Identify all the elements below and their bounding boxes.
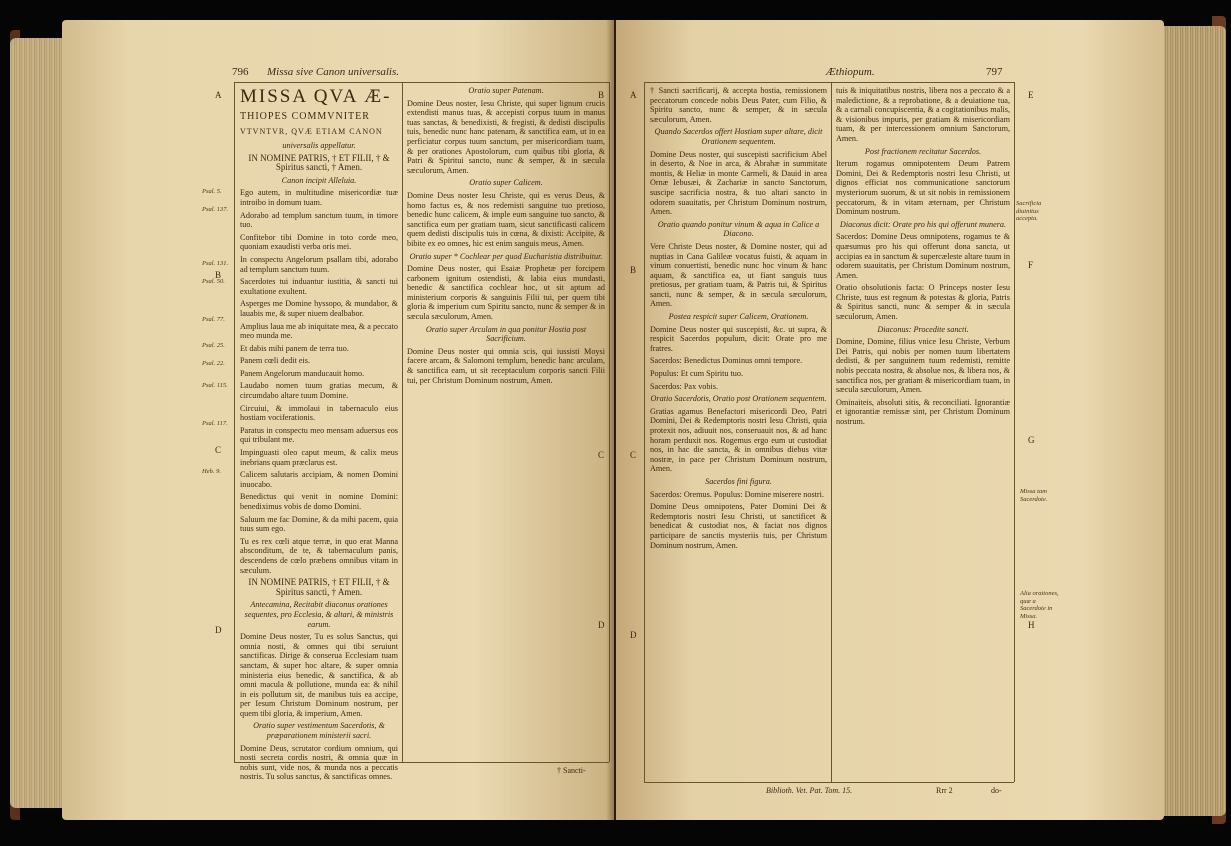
text-paragraph: Ominaiteis, absoluti sitis, & reconciliati. Ignorantiæ et ignorantiæ remissæ sint, per Christum Dominum nostrum.: [836, 397, 1010, 426]
right-outer-letter-g: G: [1028, 435, 1035, 445]
right-top-rule: [644, 82, 1014, 83]
left-column-1: [240, 86, 398, 782]
missa-title-line1: MISSA QVA Æ-: [240, 86, 392, 107]
left-margin-note: Psal. 5.: [202, 188, 222, 195]
text-paragraph: Paratus in conspectu meo mensam aduersus eos qui tribulant me.: [240, 425, 398, 445]
subheading: Oratio super vestimentum Sacerdotis, & præparationem ministerii sacri.: [253, 721, 385, 741]
left-bottom-rule: [234, 762, 609, 763]
text-paragraph: Domine Deus noster qui omnia scis, qui iussisti Moysi facere arcam, & Salomoni templum, benedic hanc arculam, & sanctifica eam, ut sit receptaculum corporis sancti Filii tui, per Christum Dominum nostrum, Amen.: [407, 346, 605, 385]
subheading: Post fractionem recitatur Sacerdos.: [864, 146, 982, 156]
text-paragraph: Ego autem, in multitudine misericordiæ tuæ introibo in domum tuam.: [240, 188, 398, 207]
subheading: Oratio super Patenam.: [468, 86, 544, 95]
subheading: Canon incipit Alleluia.: [281, 175, 357, 185]
text-paragraph: Domine Deus noster, qui Esaiæ Prophetæ per forcipem carbonem ignitum ostendisti, & labia eius mundasti, benedic & sanctifica cochlear hoc, ut sit aptum ad ministerium corporis & sanguinis Filii tui, per quem tibi gloria & imperium cum Spiritu sancto, nunc & semper & in sæcula sæculorum, Amen.: [407, 264, 605, 322]
right-margin-note: Sacrificia diuinitus accepta.: [1016, 200, 1042, 222]
right-outer-letter-f: F: [1028, 260, 1034, 270]
right-column-1: [650, 86, 827, 776]
left-page-number: 796: [232, 66, 249, 78]
left-margin-note: Psal. 25.: [202, 342, 225, 349]
missa-title-line2: THIOPES COMMVNITER: [240, 111, 370, 122]
subheading: Postea respicit super Calicem, Orationem.: [668, 312, 809, 322]
text-paragraph: Calicem salutaris accipiam, & nomen Domini inuocabo.: [240, 470, 398, 489]
right-inner-letter-b: B: [630, 265, 637, 275]
text-paragraph: Domine Deus noster, Iesu Christe, qui super lignum crucis extendisti manus tuas, & accepisti corpus tuum in manus tuas sanctas, & benedixisti, & fregisti, & dedisti discipulis tuis, benedic nunc hanc patenam, & sanctifica eam, ut in ea perficiatur corpus tuum sanctum, per misericordiam tuam, & per orationes Apostolorum, cum quibus tibi gloria, & Patri & Spiritui sancto, nunc & semper, & in sæcula sæculorum, Amen.: [407, 98, 605, 175]
text-paragraph: Tu es rex cœli atque terræ, in quo erat Manna absconditum, de te, & tabernaculum panis, descendens de cœlo præbens omnibus vitam in sæculum.: [240, 536, 398, 575]
left-top-rule: [234, 82, 609, 83]
right-margin-note: Alia orationes, quæ a Sacerdote in Missa.: [1020, 590, 1059, 620]
left-running-head: Missa sive Canon universalis.: [267, 66, 399, 78]
subheading: Antecamina, Recitabit diaconus orationes sequentes, pro Ecclesia, & altari, & ministris earum.: [244, 600, 394, 629]
right-catchword: do-: [991, 786, 1002, 795]
subheading: Diaconus: Procedite sancti.: [877, 324, 969, 334]
right-margin-note: Missa tam Sacerdote.: [1020, 488, 1048, 503]
subheading: Sacerdos fini figura.: [705, 476, 772, 486]
right-page-number: 797: [986, 66, 1003, 78]
left-inner-letter-b: B: [598, 90, 605, 100]
left-margin-letter-b: B: [215, 270, 222, 280]
text-paragraph: Domine Deus noster qui suscepisti, &c. ut supra, & respicit Sacerdos populum, dicit: Orate pro me fratres.: [650, 324, 827, 353]
left-inner-letter-c: C: [598, 450, 605, 460]
text-paragraph: Benedictus qui venit in nomine Domini: benediximus vobis de domo Domini.: [240, 492, 398, 511]
text-paragraph: Circuiui, & immolaui in tabernaculo eius hostiam vociferationis.: [240, 403, 398, 423]
subheading: Oratio super Arculam in qua ponitur Hostia post Sacrificium.: [425, 324, 587, 344]
text-paragraph: Sacerdos: Benedictus Dominus omni tempore.: [650, 356, 803, 366]
text-paragraph: Et dabis mihi panem de terra tuo.: [240, 343, 349, 353]
missa-title-line3: VTVNTVR, QVÆ ETIAM CANON: [240, 127, 383, 136]
text-paragraph: Amplius laua me ab iniquitate mea, & a peccato meo munda me.: [240, 321, 398, 341]
left-margin-note: Psal. 50.: [202, 278, 225, 285]
text-paragraph: Sacerdos: Pax vobis.: [650, 381, 718, 391]
right-outer-rule: [1014, 82, 1015, 782]
left-margin-note: Psal. 77.: [202, 316, 225, 323]
text-paragraph: Adorabo ad templum sanctum tuum, in timore tuo.: [240, 210, 398, 230]
right-column-rule: [831, 82, 832, 782]
subheading: Quando Sacerdos offert Hostiam super altare, dicit Orationem sequentem.: [654, 127, 823, 146]
text-paragraph: Panem cœli dedit eis.: [240, 356, 311, 366]
left-margin-letter-a: A: [215, 90, 222, 100]
subheading: Oratio Sacerdotis, Oratio post Orationem sequentem.: [650, 394, 827, 404]
text-paragraph: tuis & iniquitatibus nostris, libera nos a peccato & a maledictione, & a reprobatione, & a deuiatione tua, & a carnali concupiscentia, & a cogitationibus malis, & visionibus impuris, per gratiam & misericordiam tuam, & per intercessionem omnium Sanctorum, Amen.: [836, 86, 1010, 143]
left-margin-note: Psal. 131.: [202, 260, 229, 267]
left-column-rule: [402, 82, 403, 762]
text-paragraph: Iterum rogamus omnipotentem Deum Patrem Domini, Dei & Redemptoris nostri Iesu Christi, ut dignos efficiat nos communicatione sanctorum mysteriorum suorum, & ut sit nobis in remissionem peccatorum, & in vitam æternam, per Christum Dominum nostrum.: [836, 159, 1010, 217]
text-paragraph: Panem Angelorum manducauit homo.: [240, 368, 365, 378]
left-margin-note: Heb. 9.: [202, 468, 221, 475]
subheading: Oratio super Calicem.: [469, 178, 543, 188]
right-outer-letter-e: E: [1028, 90, 1034, 100]
text-paragraph: Populus: Et cum Spiritu tuo.: [650, 369, 744, 379]
text-paragraph: Domine, Domine, filius vnice Iesu Christe, Verbum Dei Patris, qui nobis per nomen tuum libertatem dedisti, & per sanguinem tuum redemisti, remitte nobis peccata nostra, & absolue nos, & libera nos, & sanctifica nos, per gratiam & misericordiam tuam, in sæcula sæculorum, Amen.: [836, 337, 1010, 395]
subheading: Oratio quando ponitur vinum & aqua in Calice a Diacono.: [657, 219, 820, 239]
right-running-head: Æthiopum.: [826, 66, 875, 78]
text-paragraph: In conspectu Angelorum psallam tibi, adorabo ad templum sanctum tuum.: [240, 254, 398, 274]
text-paragraph: Domine Deus noster Iesu Christe, qui es verus Deus, & homo factus es, & nos redemisti sanguine tuo pretioso, benedic hunc calicem, & imple eum sanguine tuo sancto, & sanctifica eum per gratiam tuam, sicut sanctificasti calicem quem dedisti discipulis tuis in cœna, & dixisti: Accipite, & bibite ex eo omnes, hic est enim sanguis meus, Amen.: [407, 190, 605, 248]
left-margin-letter-d: D: [215, 625, 222, 635]
left-margin-letter-c: C: [215, 445, 222, 455]
right-column-2: [836, 86, 1010, 776]
text-paragraph: Sacerdos: Domine Deus omnipotens, rogamus te & quæsumus pro his qui offerunt dona sancta, ut accipias ea in sanctum & supercæleste altare tuum in odorem suauitatis, per Christum Dominum nostrum, Amen.: [836, 232, 1010, 280]
text-paragraph: Domine Deus noster, qui suscepisti sacrificium Abel in deserto, & Noe in arca, & Abrahæ in summitate montis, & Heliæ in monte Carmeli, & Dauid in area Ornæ Iebusæi, & Zachariæ in sancto Sanctorum, suscipe sacrificia nostra, & tuo altari sancto in odorem suauitatis, per Christum Dominum nostrum, Amen.: [650, 149, 827, 217]
subheading: Oratio super * Cochlear per quod Eucharistia distribuitur.: [409, 251, 603, 261]
right-inner-letter-c: C: [630, 450, 637, 460]
right-page: [616, 20, 1164, 820]
text-paragraph: Sacerdos: Oremus. Populus: Domine miserere nostri.: [650, 489, 824, 499]
text-paragraph: Sacerdotes tui induantur iustitia, & sancti tui exultatione exultent.: [240, 277, 398, 296]
right-bottom-rule: [644, 782, 1014, 783]
left-page: [62, 20, 614, 820]
left-margin-note: Psal. 115.: [202, 382, 228, 389]
right-inner-letter-d: D: [630, 630, 637, 640]
invocation: IN NOMINE PATRIS, † ET FILII, † & Spiritus sancti, † Amen.: [248, 152, 390, 173]
text-paragraph: Laudabo nomen tuum gratias mecum, & circumdabo altare tuum Domine.: [240, 381, 398, 401]
text-paragraph: Impinguasti oleo caput meum, & calix meus inebrians quam præclarus est.: [240, 448, 398, 467]
right-footer-signature: Biblioth. Vet. Pat. Tom. 15.: [766, 786, 853, 795]
open-book: [10, 12, 1226, 834]
text-paragraph: Domine Deus, scrutator cordium omnium, qui nosti secreta cordis nostri, & omnia quæ in nobis sunt, vide nos, & munda nos a peccatis nostris. Tu solus sanctus, & sanctificas omnes.: [240, 743, 398, 782]
text-paragraph: Oratio obsolutionis facta: O Princeps noster Iesu Christe, tuus est regnum & potestas & gloria, Patris & Spiritus sancti, nunc & semper & in sæcula sæculorum, Amen.: [836, 283, 1010, 322]
left-catchword: † Sancti-: [557, 766, 586, 775]
right-inner-letter-a: A: [630, 90, 637, 100]
subheading: Diaconus dicit: Orate pro his qui offerunt munera.: [839, 219, 1007, 229]
page-edges-right: [1156, 26, 1226, 816]
left-margin-note: Psal. 117.: [202, 420, 228, 427]
invocation-2: IN NOMINE PATRIS, † ET FILII, † & Spiritus sancti, † Amen.: [248, 577, 390, 597]
text-paragraph: Confitebor tibi Domine in toto corde meo, quoniam exaudisti verba oris mei.: [240, 232, 398, 252]
left-column-2: [407, 86, 605, 758]
text-paragraph: † Sancti sacrificarij, & accepta hostia, remissionem peccatorum concede nobis Deus Pater, cum Filio, & Spiritu sancto, nunc & semper, & in sæcula sæculorum, Amen.: [650, 86, 827, 124]
left-inner-letter-d: D: [598, 620, 605, 630]
left-margin-note: Psal. 22.: [202, 360, 225, 367]
text-paragraph: Domine Deus noster, Tu es solus Sanctus, qui omnia nosti, & omnes qui tibi seruiunt sanctificas. Dirige & conserua Ecclesiam tuam sanctam, & super hoc altare, & super omnia ministeria eius benedic, & sanctifica, & ab omni macula & pollutione, munda ea: & nihil in eis pollutum sit, de manibus tuis ea accipe, per Iesum Christum Dominum nostrum, per quem tibi gloria, & imperium, Amen.: [240, 632, 398, 718]
left-margin-note: Psal. 137.: [202, 206, 229, 213]
text-paragraph: Asperges me Domine hyssopo, & mundabor, & lauabis me, & super niuem dealbabor.: [240, 299, 398, 318]
missa-title-line4: universalis appellatur.: [282, 141, 356, 150]
right-inner-rule: [644, 82, 645, 782]
text-paragraph: Gratias agamus Benefactori misericordi Deo, Patri Domini, Dei & Redemptoris nostri Iesu Christi, quia protexit nos, adiuuit nos, conseruauit nos, & ad hanc horam perduxit nos. Rogemus ergo eum ut custodiat nos, in hac die sancta, & in omnibus diebus vitæ nostræ, in pace per Christum Dominum nostrum, Amen.: [650, 406, 827, 474]
right-signature-mark: Rrr 2: [936, 786, 953, 795]
text-paragraph: Vere Christe Deus noster, & Domine noster, qui ad nuptias in Cana Galileæ vocatus fuisti, & aquam in vinum conuertisti, benedic nunc hoc vinum & hanc aquam, & sanctifica ea, ut fiant sanguis tuus pretiosus, per gratiam tuam, & Patris tui, & Spiritus sancti, nunc & semper, & in sæcula sæculorum, Amen.: [650, 241, 827, 309]
right-outer-letter-h: H: [1028, 620, 1035, 630]
text-paragraph: Saluum me fac Domine, & da mihi pacem, quia tuus sum ego.: [240, 514, 398, 534]
text-paragraph: Domine Deus omnipotens, Pater Domini Dei & Redemptoris nostri Iesu Christi, ut sanctificet & benedicat & custodiat nos, & faciat nos dignos participare de sanctis mysteriis tuis, per Christum Dominum nostrum, Amen.: [650, 502, 827, 550]
